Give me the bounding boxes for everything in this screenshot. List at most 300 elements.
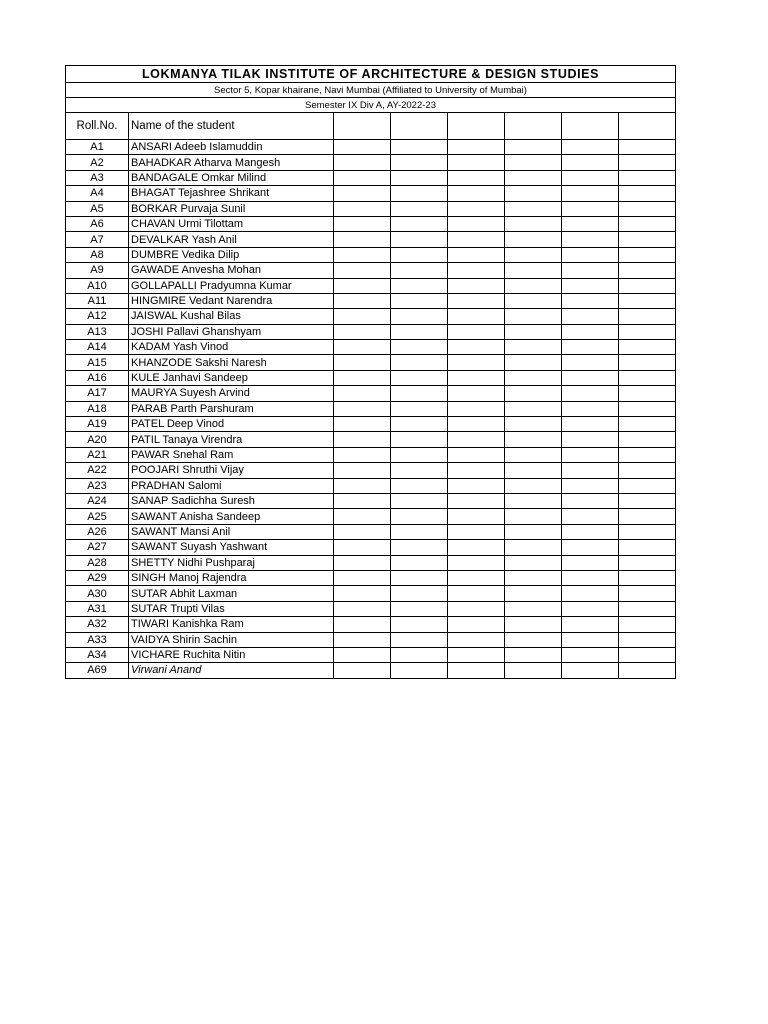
blank-cell [334,432,391,447]
student-row [66,247,676,262]
roll-number: A13 [66,324,129,339]
blank-cell [505,478,562,493]
blank-cell [562,355,619,370]
blank-cell [619,370,676,385]
blank-cell [334,601,391,616]
roll-number: A34 [66,647,129,662]
blank-cell [619,170,676,185]
blank-cell [334,263,391,278]
blank-cell [505,216,562,231]
blank-cell [391,617,448,632]
blank-cell [562,170,619,185]
blank-cell [334,232,391,247]
student-name: SANAP Sadichha Suresh [129,493,334,508]
student-row [66,186,676,201]
blank-cell [334,401,391,416]
blank-cell [562,140,619,155]
student-name: Virwani Anand [129,663,334,678]
blank-cell [619,617,676,632]
blank-cell [562,201,619,216]
blank-cell [505,170,562,185]
student-name: POOJARI Shruthi Vijay [129,463,334,478]
blank-cell [619,155,676,170]
roll-number: A29 [66,570,129,585]
roll-number: A11 [66,293,129,308]
blank-cell [562,309,619,324]
roll-number: A15 [66,355,129,370]
roll-number: A7 [66,232,129,247]
column-header-row [66,113,676,140]
student-row [66,155,676,170]
student-name: PATIL Tanaya Virendra [129,432,334,447]
institute-address: Sector 5, Kopar khairane, Navi Mumbai (Affiliated to University of Mumbai) [66,83,676,98]
address-row [66,83,676,98]
blank-cell [619,586,676,601]
student-name: GOLLAPALLI Pradyumna Kumar [129,278,334,293]
blank-cell [562,463,619,478]
blank-cell [334,478,391,493]
blank-cell [562,601,619,616]
student-row [66,632,676,647]
roll-number: A31 [66,601,129,616]
blank-cell [562,232,619,247]
blank-cell [334,617,391,632]
blank-cell [391,647,448,662]
blank-column-header [334,113,391,140]
blank-cell [334,216,391,231]
blank-cell [562,417,619,432]
blank-cell [562,263,619,278]
student-row [66,293,676,308]
student-name: SHETTY Nidhi Pushparaj [129,555,334,570]
blank-cell [505,386,562,401]
blank-cell [619,524,676,539]
blank-cell [391,278,448,293]
roll-number: A25 [66,509,129,524]
blank-cell [334,555,391,570]
blank-cell [619,140,676,155]
student-name: PARAB Parth Parshuram [129,401,334,416]
blank-cell [448,586,505,601]
roll-number: A6 [66,216,129,231]
blank-cell [448,170,505,185]
blank-cell [448,509,505,524]
blank-cell [334,170,391,185]
roll-number: A1 [66,140,129,155]
roll-number: A24 [66,493,129,508]
semester-row [66,98,676,113]
blank-cell [391,201,448,216]
student-row [66,324,676,339]
blank-cell [334,493,391,508]
blank-cell [448,570,505,585]
student-name: DUMBRE Vedika Dilip [129,247,334,262]
blank-cell [448,401,505,416]
student-row [66,447,676,462]
blank-cell [391,401,448,416]
blank-cell [505,632,562,647]
blank-cell [448,340,505,355]
blank-cell [448,417,505,432]
student-name: PAWAR Snehal Ram [129,447,334,462]
blank-cell [619,540,676,555]
blank-cell [334,370,391,385]
blank-cell [562,617,619,632]
blank-column-header [562,113,619,140]
blank-cell [562,493,619,508]
student-name: SAWANT Anisha Sandeep [129,509,334,524]
blank-cell [505,524,562,539]
student-row [66,309,676,324]
blank-cell [334,355,391,370]
blank-cell [505,432,562,447]
student-row [66,340,676,355]
student-name: KADAM Yash Vinod [129,340,334,355]
blank-cell [448,601,505,616]
roll-number: A9 [66,263,129,278]
roll-number: A20 [66,432,129,447]
blank-cell [391,370,448,385]
blank-cell [619,232,676,247]
blank-cell [448,555,505,570]
blank-cell [562,340,619,355]
student-name: KHANZODE Sakshi Naresh [129,355,334,370]
blank-cell [334,186,391,201]
blank-cell [448,232,505,247]
roll-number: A28 [66,555,129,570]
student-name: BAHADKAR Atharva Mangesh [129,155,334,170]
blank-cell [334,386,391,401]
blank-cell [505,355,562,370]
blank-cell [505,278,562,293]
roll-number: A2 [66,155,129,170]
blank-cell [448,309,505,324]
student-row [66,170,676,185]
blank-cell [562,247,619,262]
student-row [66,417,676,432]
student-name: PRADHAN Salomi [129,478,334,493]
student-row [66,201,676,216]
blank-cell [505,540,562,555]
student-name: BORKAR Purvaja Sunil [129,201,334,216]
blank-column-header [619,113,676,140]
blank-cell [391,155,448,170]
blank-cell [391,140,448,155]
blank-cell [505,186,562,201]
student-row [66,663,676,678]
blank-cell [334,201,391,216]
title-row [66,66,676,83]
blank-cell [562,586,619,601]
student-name: SAWANT Mansi Anil [129,524,334,539]
blank-cell [391,170,448,185]
blank-column-header [505,113,562,140]
blank-cell [391,324,448,339]
blank-cell [619,509,676,524]
blank-cell [562,386,619,401]
blank-cell [619,601,676,616]
blank-cell [619,493,676,508]
blank-cell [334,632,391,647]
blank-column-header [391,113,448,140]
blank-cell [334,340,391,355]
blank-cell [391,432,448,447]
blank-cell [391,632,448,647]
blank-cell [448,293,505,308]
blank-cell [448,355,505,370]
blank-cell [505,232,562,247]
blank-cell [334,278,391,293]
blank-cell [334,140,391,155]
student-row [66,386,676,401]
blank-cell [334,309,391,324]
blank-cell [505,601,562,616]
blank-cell [562,186,619,201]
blank-cell [391,524,448,539]
student-name: PATEL Deep Vinod [129,417,334,432]
blank-cell [562,555,619,570]
student-name: JAISWAL Kushal Bilas [129,309,334,324]
blank-cell [391,663,448,678]
blank-cell [505,647,562,662]
blank-cell [448,632,505,647]
blank-cell [562,540,619,555]
blank-cell [448,386,505,401]
blank-cell [391,293,448,308]
semester-info: Semester IX Div A, AY-2022-23 [66,98,676,113]
student-row [66,432,676,447]
blank-cell [619,432,676,447]
blank-cell [334,293,391,308]
student-row [66,401,676,416]
student-name: VICHARE Ruchita Nitin [129,647,334,662]
blank-cell [562,570,619,585]
blank-cell [619,463,676,478]
blank-cell [391,447,448,462]
blank-cell [562,432,619,447]
blank-cell [448,278,505,293]
student-name: BHAGAT Tejashree Shrikant [129,186,334,201]
blank-cell [505,140,562,155]
roll-number: A3 [66,170,129,185]
student-row [66,570,676,585]
blank-cell [391,216,448,231]
student-row [66,355,676,370]
blank-cell [505,247,562,262]
blank-cell [448,524,505,539]
blank-cell [505,509,562,524]
roll-number: A21 [66,447,129,462]
blank-cell [619,663,676,678]
student-name: MAURYA Suyesh Arvind [129,386,334,401]
blank-cell [619,570,676,585]
student-name: JOSHI Pallavi Ghanshyam [129,324,334,339]
blank-cell [619,340,676,355]
blank-cell [619,263,676,278]
blank-cell [448,216,505,231]
blank-cell [505,201,562,216]
blank-cell [391,601,448,616]
student-name: KULE Janhavi Sandeep [129,370,334,385]
blank-cell [391,309,448,324]
blank-cell [448,493,505,508]
blank-cell [448,663,505,678]
blank-cell [505,663,562,678]
student-name: TIWARI Kanishka Ram [129,617,334,632]
student-row [66,216,676,231]
roll-number: A16 [66,370,129,385]
blank-cell [619,293,676,308]
student-name: VAIDYA Shirin Sachin [129,632,334,647]
student-row [66,540,676,555]
blank-cell [505,493,562,508]
blank-cell [391,186,448,201]
roll-number: A12 [66,309,129,324]
blank-cell [391,340,448,355]
student-row [66,140,676,155]
roll-number: A14 [66,340,129,355]
blank-cell [448,432,505,447]
institute-title: LOKMANYA TILAK INSTITUTE OF ARCHITECTURE & DESIGN STUDIES [66,66,676,83]
blank-cell [505,555,562,570]
blank-cell [619,417,676,432]
blank-cell [619,447,676,462]
student-name: CHAVAN Urmi Tilottam [129,216,334,231]
blank-cell [448,463,505,478]
blank-cell [562,401,619,416]
blank-cell [448,478,505,493]
blank-cell [562,447,619,462]
blank-cell [562,524,619,539]
blank-cell [448,447,505,462]
student-row [66,493,676,508]
blank-cell [391,509,448,524]
roll-number: A19 [66,417,129,432]
roll-number: A23 [66,478,129,493]
blank-cell [334,447,391,462]
blank-cell [619,478,676,493]
blank-cell [448,201,505,216]
attendance-sheet [65,65,676,679]
blank-cell [334,509,391,524]
blank-cell [562,478,619,493]
roll-number: A33 [66,632,129,647]
student-row [66,524,676,539]
blank-cell [391,232,448,247]
blank-cell [448,647,505,662]
blank-cell [505,324,562,339]
blank-cell [391,355,448,370]
blank-cell [562,632,619,647]
blank-cell [505,340,562,355]
blank-cell [391,263,448,278]
blank-cell [334,524,391,539]
roll-column-header: Roll.No. [66,113,129,140]
blank-cell [562,324,619,339]
blank-cell [619,186,676,201]
blank-cell [334,663,391,678]
blank-cell [448,540,505,555]
blank-cell [448,247,505,262]
blank-cell [391,386,448,401]
student-row [66,278,676,293]
blank-cell [505,401,562,416]
blank-cell [391,463,448,478]
roll-number: A17 [66,386,129,401]
blank-cell [505,586,562,601]
blank-cell [619,309,676,324]
blank-cell [505,293,562,308]
blank-column-header [448,113,505,140]
name-column-header: Name of the student [129,113,334,140]
blank-cell [391,555,448,570]
blank-cell [448,140,505,155]
blank-cell [562,509,619,524]
blank-cell [562,278,619,293]
blank-cell [619,247,676,262]
blank-cell [505,309,562,324]
student-name: ANSARI Adeeb Islamuddin [129,140,334,155]
blank-cell [391,540,448,555]
roll-number: A69 [66,663,129,678]
blank-cell [448,263,505,278]
student-name: DEVALKAR Yash Anil [129,232,334,247]
blank-cell [562,647,619,662]
blank-cell [448,370,505,385]
blank-cell [391,478,448,493]
blank-cell [334,324,391,339]
blank-cell [334,570,391,585]
blank-cell [619,647,676,662]
blank-cell [334,155,391,170]
student-row [66,647,676,662]
student-row [66,617,676,632]
student-row [66,463,676,478]
blank-cell [562,663,619,678]
blank-cell [562,155,619,170]
blank-cell [334,463,391,478]
blank-cell [391,493,448,508]
roll-number: A26 [66,524,129,539]
blank-cell [505,447,562,462]
blank-cell [505,463,562,478]
student-row [66,263,676,278]
blank-cell [448,617,505,632]
roll-number: A5 [66,201,129,216]
blank-cell [505,417,562,432]
student-row [66,478,676,493]
blank-cell [619,632,676,647]
student-name: SUTAR Abhit Laxman [129,586,334,601]
blank-cell [334,586,391,601]
blank-cell [619,555,676,570]
blank-cell [334,647,391,662]
blank-cell [448,186,505,201]
blank-cell [391,417,448,432]
blank-cell [448,324,505,339]
blank-cell [562,216,619,231]
roll-number: A4 [66,186,129,201]
roll-number: A18 [66,401,129,416]
roll-number: A8 [66,247,129,262]
blank-cell [391,586,448,601]
blank-cell [505,263,562,278]
blank-cell [619,355,676,370]
roll-number: A32 [66,617,129,632]
student-row [66,232,676,247]
blank-cell [505,570,562,585]
blank-cell [619,386,676,401]
